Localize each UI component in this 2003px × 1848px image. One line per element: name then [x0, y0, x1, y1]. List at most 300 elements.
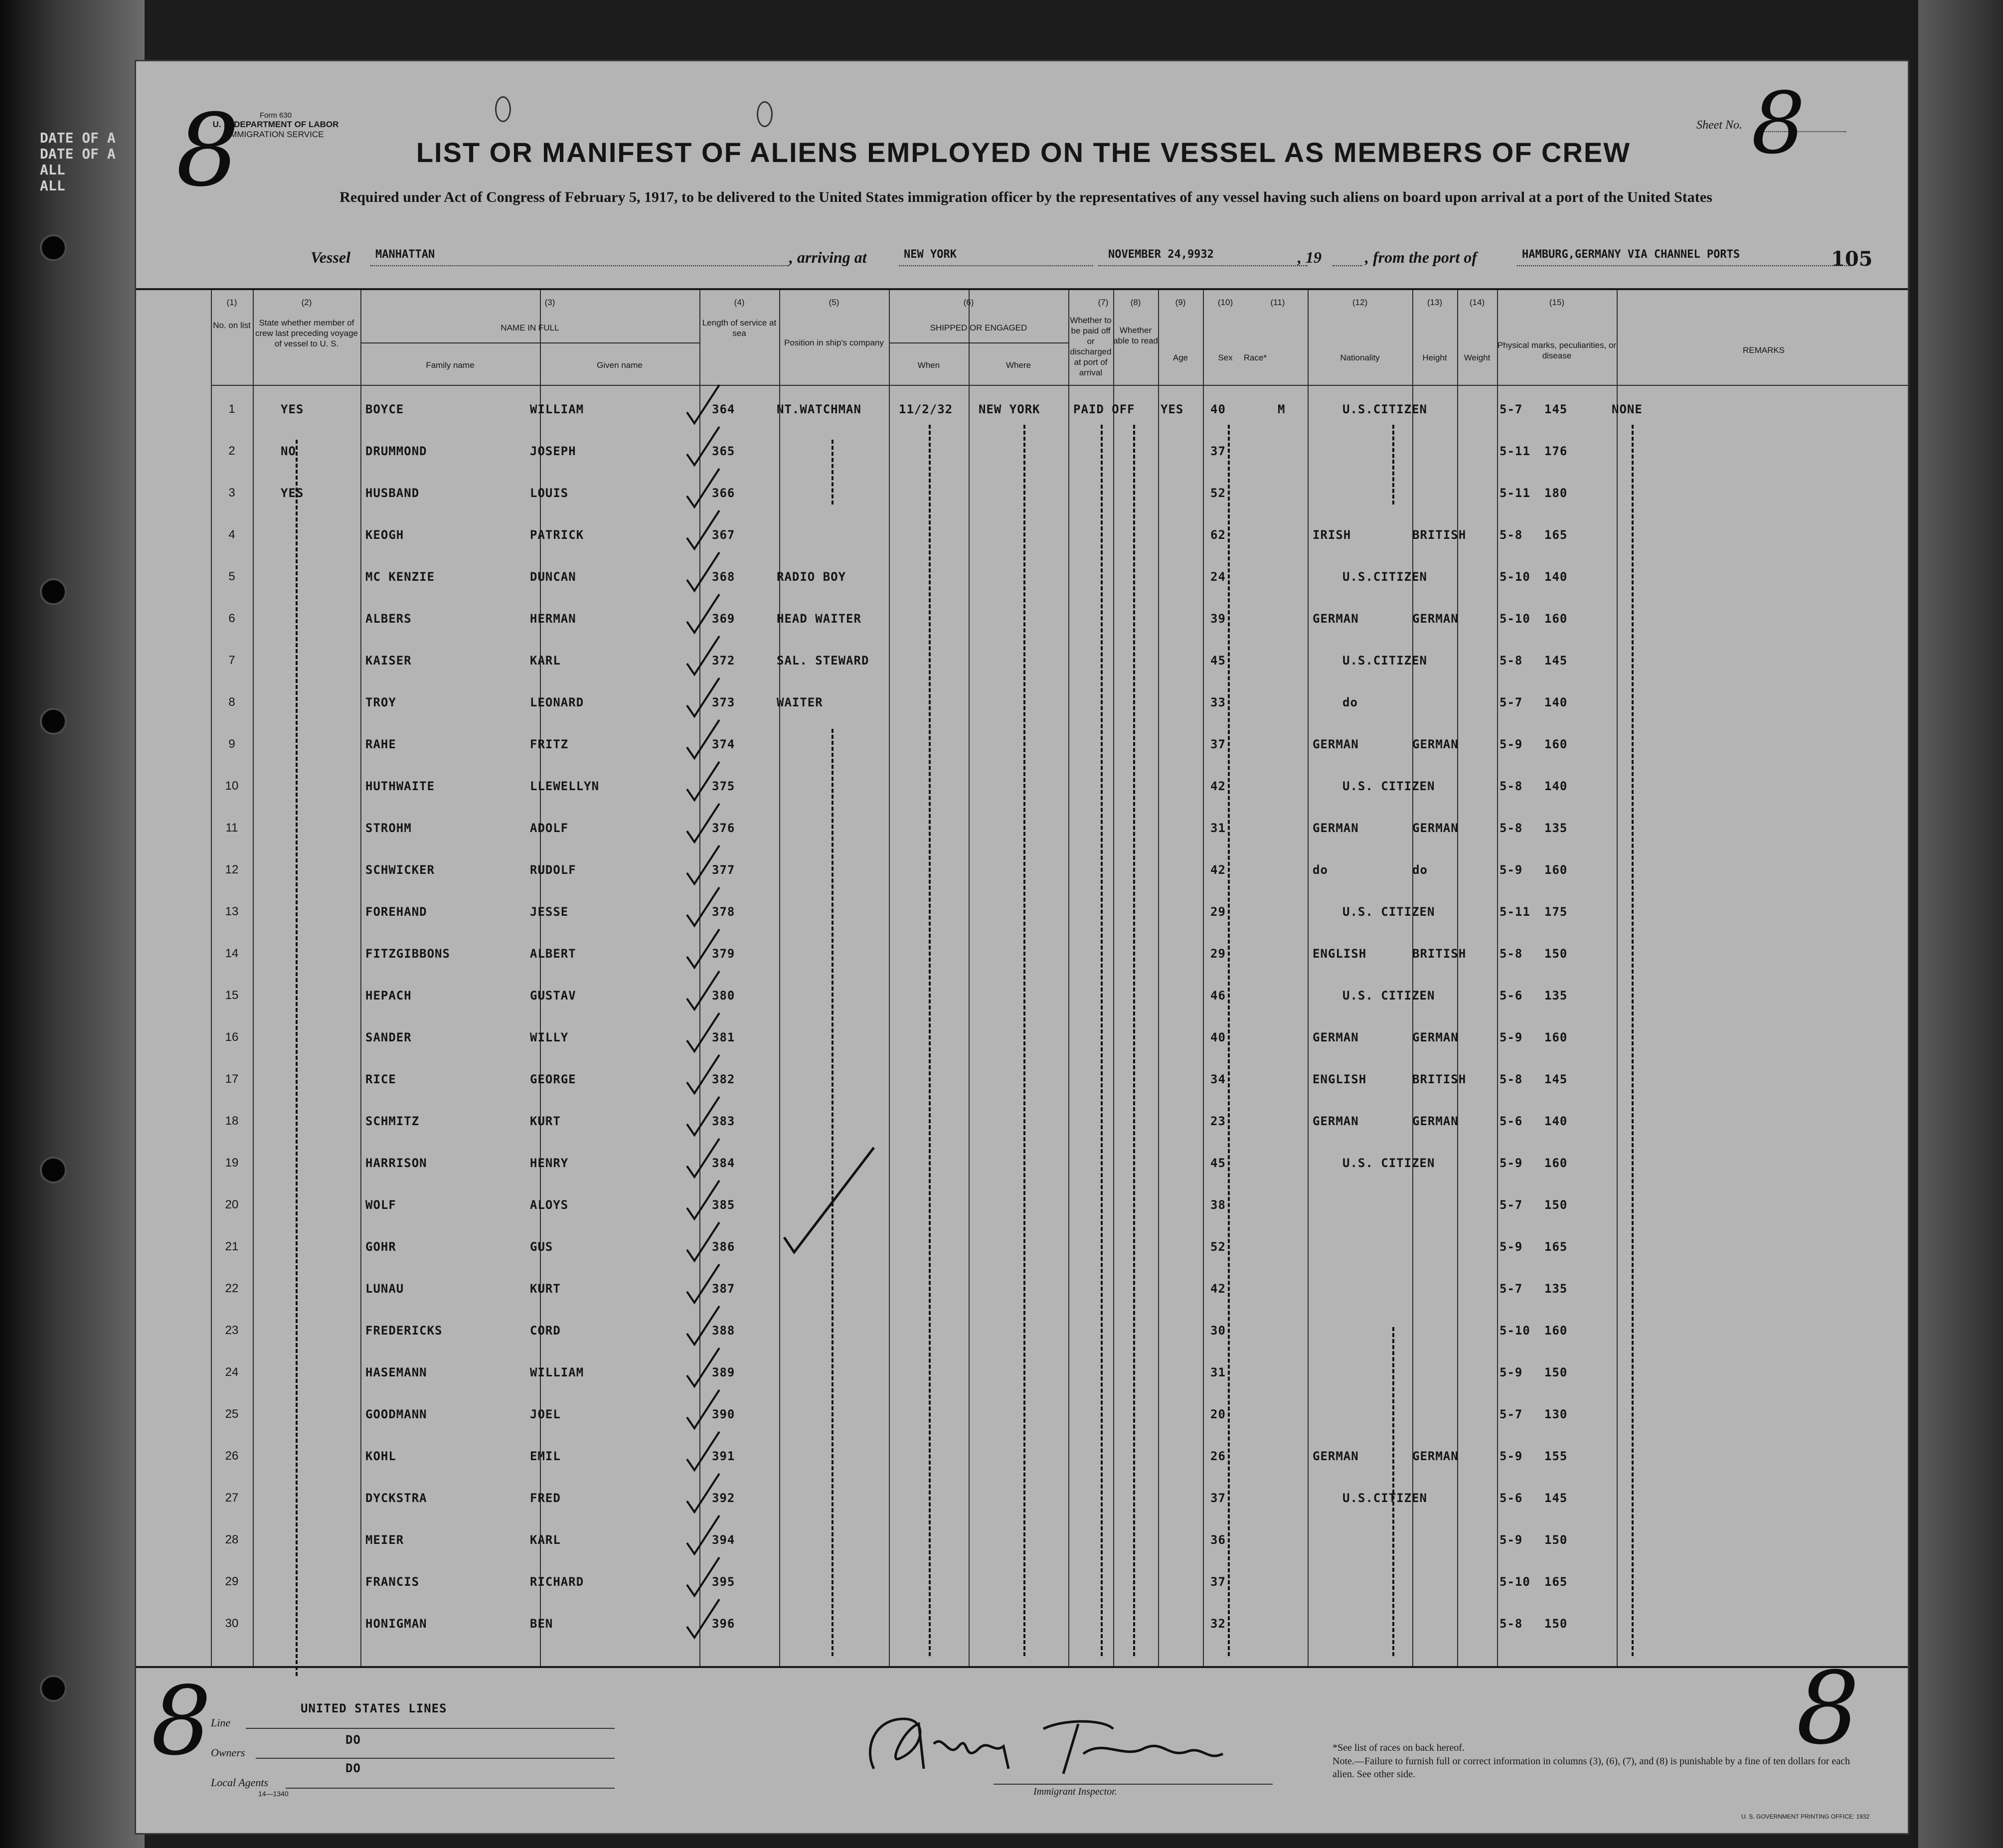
- column-header-given-name: Given name: [597, 360, 643, 370]
- check-mark: [687, 845, 719, 884]
- cell-family: MEIER: [365, 1533, 404, 1547]
- column-header-where: Where: [1005, 360, 1031, 370]
- line-label: Line: [211, 1716, 231, 1729]
- cell-weight: 145: [1544, 1491, 1568, 1505]
- cell-age: 37: [1210, 1575, 1226, 1589]
- cell-no: 8: [228, 695, 235, 709]
- arrival-date: NOVEMBER 24,9932: [1098, 248, 1308, 266]
- cell-no: 12: [225, 863, 239, 876]
- cell-weight: 160: [1544, 863, 1568, 877]
- cell-height: 5-8: [1500, 1617, 1523, 1631]
- cell-given: GEORGE: [530, 1072, 576, 1086]
- scan-left-margin: [0, 0, 145, 1848]
- cell-family: FOREHAND: [365, 905, 427, 919]
- cell-service: 375: [712, 779, 735, 793]
- cell-no: 24: [225, 1365, 239, 1379]
- cell-height: 5-9: [1500, 1533, 1523, 1547]
- cell-nationality: do: [1342, 695, 1358, 709]
- column-number: (14): [1469, 298, 1485, 307]
- cell-no: 2: [228, 444, 235, 458]
- cell-position: NT.WATCHMAN: [777, 402, 861, 416]
- handwritten-sheet-mark: 8: [176, 93, 240, 209]
- cell-no: 10: [225, 779, 239, 793]
- check-mark: [687, 1264, 719, 1303]
- vessel-name: MANHATTAN: [370, 248, 789, 266]
- cell-no: 3: [228, 486, 235, 500]
- cell-sex: M: [1278, 402, 1286, 416]
- column-header-height: Height: [1422, 353, 1447, 362]
- cell-no: 19: [225, 1156, 239, 1170]
- department-name: U. S. DEPARTMENT OF LABOR: [212, 120, 339, 130]
- cell-given: ALOYS: [530, 1198, 569, 1212]
- cell-height: 5-6: [1500, 989, 1523, 1003]
- cell-no: 4: [228, 528, 235, 541]
- cell-family: HEPACH: [365, 989, 412, 1003]
- cell-no: 29: [225, 1575, 239, 1588]
- cell-age: 23: [1210, 1114, 1226, 1128]
- cell-weight: 150: [1544, 1533, 1568, 1547]
- cell-height: 5-6: [1500, 1491, 1523, 1505]
- check-mark: [687, 1432, 719, 1470]
- from-port-label: , from the port of: [1365, 248, 1477, 266]
- cell-weight: 145: [1544, 1072, 1568, 1086]
- page-number: 105: [1831, 247, 1873, 271]
- cell-race: IRISH: [1313, 528, 1351, 542]
- column-header-physical-marks: Physical marks, peculiarities, or disease: [1497, 340, 1617, 360]
- cell-weight: 140: [1544, 779, 1568, 793]
- cell-nationality: U.S. CITIZEN: [1342, 905, 1435, 919]
- cell-position: SAL. STEWARD: [777, 654, 869, 668]
- cell-height: 5-10: [1500, 1575, 1530, 1589]
- cell-no: 15: [225, 989, 239, 1002]
- cell-position: WAITER: [777, 695, 823, 709]
- cell-weight: 160: [1544, 1156, 1568, 1170]
- column-header-name-in-full: NAME IN FULL: [501, 323, 559, 333]
- cell-nationality: GERMAN: [1412, 1449, 1459, 1463]
- cell-age: 42: [1210, 779, 1226, 793]
- cell-weight: 140: [1544, 1114, 1568, 1128]
- cell-crew: NO: [281, 444, 296, 458]
- service-name: IMMIGRATION SERVICE: [227, 129, 324, 139]
- cell-given: LLEWELLYN: [530, 779, 600, 793]
- column-number: (4): [734, 298, 745, 307]
- cell-family: HONIGMAN: [365, 1617, 427, 1631]
- cell-given: EMIL: [530, 1449, 561, 1463]
- check-mark: [687, 1013, 719, 1051]
- cell-race: ENGLISH: [1313, 947, 1367, 961]
- cell-no: 6: [228, 612, 235, 625]
- column-header-paid-off: Whether to be paid off or discharged at port of arrival: [1070, 316, 1112, 377]
- cell-nationality: GERMAN: [1412, 1030, 1459, 1044]
- cell-race: GERMAN: [1313, 737, 1359, 751]
- column-header-able-to-read: Whether able to read: [1113, 326, 1158, 345]
- inspector-line: [994, 1784, 1273, 1785]
- cell-position: HEAD WAITER: [777, 612, 861, 626]
- cell-no: 27: [225, 1491, 239, 1505]
- cell-no: 13: [225, 905, 239, 918]
- column-number: (9): [1175, 298, 1186, 307]
- cell-family: HUTHWAITE: [365, 779, 435, 793]
- cell-no: 16: [225, 1030, 239, 1044]
- cell-height: 5-11: [1500, 905, 1530, 919]
- column-header-position: Position in ship's company: [784, 338, 884, 347]
- column-number: (2): [301, 298, 312, 307]
- manifest-subtitle: Required under Act of Congress of February 5, 1917, to be delivered to the United States immigration officer by the representatives of any vessel having such aliens on board upon arrival at a port of the United States: [339, 189, 1712, 205]
- cell-height: 5-9: [1500, 737, 1523, 751]
- check-mark: [687, 552, 719, 591]
- manifest-title: LIST OR MANIFEST OF ALIENS EMPLOYED ON THE VESSEL AS MEMBERS OF CREW: [416, 137, 1631, 168]
- cell-family: FITZGIBBONS: [365, 947, 450, 961]
- cell-given: KARL: [530, 654, 561, 668]
- cell-age: 24: [1210, 570, 1226, 584]
- stub-text: DATE OF A: [40, 146, 116, 162]
- column-header-age: Age: [1172, 353, 1188, 362]
- cell-nationality: U.S.CITIZEN: [1342, 654, 1427, 668]
- column-header-nationality: Nationality: [1340, 353, 1380, 362]
- cell-family: DRUMMOND: [365, 444, 427, 458]
- cell-nationality: BRITISH: [1412, 528, 1467, 542]
- cell-weight: 155: [1544, 1449, 1568, 1463]
- cell-family: ALBERS: [365, 612, 412, 626]
- column-number: (12): [1352, 298, 1368, 307]
- year-blank: [1333, 248, 1362, 266]
- check-mark: [687, 971, 719, 1009]
- cell-given: GUSTAV: [530, 989, 576, 1003]
- cell-weight: 150: [1544, 1365, 1568, 1379]
- agents-value: DO: [345, 1761, 361, 1775]
- cell-family: GOHR: [365, 1240, 396, 1254]
- cell-age: 29: [1210, 905, 1226, 919]
- cell-given: JOEL: [530, 1407, 561, 1421]
- column-header-weight: Weight: [1464, 353, 1491, 362]
- cell-given: GUS: [530, 1240, 553, 1254]
- cell-weight: 150: [1544, 1617, 1568, 1631]
- column-header-no-on-list: No. on list: [213, 321, 251, 330]
- column-header-sex: Sex: [1218, 353, 1233, 362]
- cell-family: SCHWICKER: [365, 863, 435, 877]
- cell-service: 364: [712, 402, 735, 416]
- cell-age: 45: [1210, 654, 1226, 668]
- cell-height: 5-10: [1500, 1324, 1530, 1338]
- cell-crew: YES: [281, 486, 304, 500]
- cell-race: GERMAN: [1313, 612, 1359, 626]
- cell-age: 37: [1210, 1491, 1226, 1505]
- cell-no: 22: [225, 1282, 239, 1295]
- punch-mark: [757, 101, 773, 127]
- binder-hole: [40, 234, 67, 261]
- check-mark: [687, 1097, 719, 1135]
- cell-height: 5-9: [1500, 1156, 1523, 1170]
- cell-given: FRITZ: [530, 737, 569, 751]
- check-marks: [136, 290, 1909, 1666]
- cell-weight: 130: [1544, 1407, 1568, 1421]
- cell-no: 17: [225, 1072, 239, 1086]
- cell-height: 5-10: [1500, 612, 1530, 626]
- cell-service: 395: [712, 1575, 735, 1589]
- cell-weight: 135: [1544, 989, 1568, 1003]
- cell-height: 5-7: [1500, 1282, 1523, 1296]
- cell-height: 5-9: [1500, 1449, 1523, 1463]
- stub-text: ALL: [40, 162, 65, 178]
- cell-height: 5-6: [1500, 1114, 1523, 1128]
- column-number: (6): [963, 298, 974, 307]
- cell-height: 5-10: [1500, 570, 1530, 584]
- cell-age: 39: [1210, 612, 1226, 626]
- cell-where: NEW YORK: [979, 402, 1040, 416]
- scan-right-margin: [1918, 0, 2003, 1848]
- cell-nationality: GERMAN: [1412, 821, 1459, 835]
- cell-family: SCHMITZ: [365, 1114, 420, 1128]
- cell-no: 28: [225, 1533, 239, 1546]
- cell-family: DYCKSTRA: [365, 1491, 427, 1505]
- check-mark: [687, 385, 719, 423]
- arriving-label: , arriving at: [789, 248, 867, 266]
- agents-label: Local Agents: [211, 1776, 269, 1789]
- cell-family: SANDER: [365, 1030, 412, 1044]
- cell-service: 385: [712, 1198, 735, 1212]
- column-header-shipped-or-engaged: SHIPPED OR ENGAGED: [930, 323, 1027, 333]
- handwritten-sheet-number: 8: [1751, 74, 1806, 173]
- cell-family: LUNAU: [365, 1282, 404, 1296]
- cell-position: RADIO BOY: [777, 570, 846, 584]
- crew-manifest-table: [136, 288, 1909, 1668]
- penalty-note: Note.—Failure to furnish full or correct information in columns (3), (6), (7), and (8) is punishable by a fine of ten dollars for each alien. See other side.: [1333, 1756, 1850, 1780]
- cell-no: 26: [225, 1449, 239, 1463]
- check-mark: [687, 469, 719, 507]
- cell-family: KEOGH: [365, 528, 404, 542]
- cell-given: FRED: [530, 1491, 561, 1505]
- cell-given: DUNCAN: [530, 570, 576, 584]
- cell-age: 45: [1210, 1156, 1226, 1170]
- cell-height: 5-8: [1500, 947, 1523, 961]
- check-mark: [687, 1180, 719, 1219]
- cell-service: 387: [712, 1282, 735, 1296]
- cell-weight: 145: [1544, 402, 1568, 416]
- cell-age: 29: [1210, 947, 1226, 961]
- cell-no: 18: [225, 1114, 239, 1128]
- cell-age: 30: [1210, 1324, 1226, 1338]
- cell-age: 62: [1210, 528, 1226, 542]
- cell-service: 391: [712, 1449, 735, 1463]
- manifest-footer: [136, 1651, 1909, 1835]
- cell-given: JESSE: [530, 905, 569, 919]
- owners-label: Owners: [211, 1746, 245, 1759]
- cell-age: 31: [1210, 821, 1226, 835]
- cell-nationality: GERMAN: [1412, 737, 1459, 751]
- cell-race: GERMAN: [1313, 1449, 1359, 1463]
- cell-age: 46: [1210, 989, 1226, 1003]
- cell-no: 11: [225, 821, 238, 835]
- check-mark: [687, 762, 719, 800]
- check-mark: [687, 1222, 719, 1261]
- cell-age: 20: [1210, 1407, 1226, 1421]
- cell-weight: 150: [1544, 1198, 1568, 1212]
- cell-crew: YES: [281, 402, 304, 416]
- cell-family: RICE: [365, 1072, 396, 1086]
- cell-family: WOLF: [365, 1198, 396, 1212]
- column-number: (11): [1270, 298, 1285, 307]
- cell-family: FRANCIS: [365, 1575, 420, 1589]
- cell-nationality: BRITISH: [1412, 947, 1467, 961]
- races-note: *See list of races on back hereof.: [1333, 1742, 1465, 1753]
- line-value: UNITED STATES LINES: [301, 1701, 447, 1715]
- manifest-sheet: [135, 60, 1909, 1835]
- column-header-remarks: REMARKS: [1742, 345, 1785, 355]
- cell-weight: 175: [1544, 905, 1568, 919]
- cell-given: KURT: [530, 1282, 561, 1296]
- cell-service: 366: [712, 486, 735, 500]
- handwritten-footer-number: 8: [1796, 1651, 1860, 1767]
- check-mark: [687, 427, 719, 465]
- printing-office: U. S. GOVERNMENT PRINTING OFFICE: 1932: [1741, 1813, 1870, 1820]
- binder-hole: [40, 1675, 67, 1702]
- cell-age: 36: [1210, 1533, 1226, 1547]
- cell-weight: 165: [1544, 528, 1568, 542]
- agents-underline: [286, 1788, 615, 1789]
- cell-service: 379: [712, 947, 735, 961]
- cell-weight: 180: [1544, 486, 1568, 500]
- cell-height: 5-9: [1500, 863, 1523, 877]
- cell-age: 37: [1210, 444, 1226, 458]
- cell-age: 37: [1210, 737, 1226, 751]
- cell-given: LEONARD: [530, 695, 584, 709]
- check-mark: [687, 1474, 719, 1512]
- cell-family: HUSBAND: [365, 486, 420, 500]
- check-mark: [687, 1599, 719, 1638]
- cell-no: 23: [225, 1324, 239, 1337]
- cell-service: 369: [712, 612, 735, 626]
- stub-text: DATE OF A: [40, 130, 116, 146]
- vessel-label: Vessel: [311, 248, 350, 266]
- cell-service: 376: [712, 821, 735, 835]
- owners-underline: [256, 1758, 615, 1759]
- cell-marks: NONE: [1612, 402, 1643, 416]
- cell-read: YES: [1161, 402, 1184, 416]
- cell-family: FREDERICKS: [365, 1324, 443, 1338]
- cell-age: 40: [1210, 1030, 1226, 1044]
- column-header-when: When: [917, 360, 940, 370]
- cell-service: 380: [712, 989, 735, 1003]
- cell-given: KARL: [530, 1533, 561, 1547]
- cell-service: 372: [712, 654, 735, 668]
- cell-no: 20: [225, 1198, 239, 1211]
- cell-given: KURT: [530, 1114, 561, 1128]
- cell-given: ALBERT: [530, 947, 576, 961]
- cell-nationality: U.S. CITIZEN: [1342, 779, 1435, 793]
- cell-given: CORD: [530, 1324, 561, 1338]
- year-prefix: , 19: [1298, 248, 1322, 266]
- cell-given: PATRICK: [530, 528, 584, 542]
- cell-service: 367: [712, 528, 735, 542]
- cell-weight: 160: [1544, 1324, 1568, 1338]
- check-mark: [687, 1515, 719, 1554]
- cell-height: 5-8: [1500, 821, 1523, 835]
- cell-nationality: GERMAN: [1412, 1114, 1459, 1128]
- cell-service: 390: [712, 1407, 735, 1421]
- cell-paid: PAID OFF: [1073, 402, 1135, 416]
- cell-family: HARRISON: [365, 1156, 427, 1170]
- cell-height: 5-8: [1500, 779, 1523, 793]
- cell-family: KOHL: [365, 1449, 396, 1463]
- cell-height: 5-9: [1500, 1365, 1523, 1379]
- cell-race: GERMAN: [1313, 821, 1359, 835]
- cell-given: JOSEPH: [530, 444, 576, 458]
- cell-height: 5-9: [1500, 1030, 1523, 1044]
- column-header-family-name: Family name: [426, 360, 475, 370]
- check-mark: [687, 636, 719, 674]
- cell-service: 386: [712, 1240, 735, 1254]
- cell-given: RICHARD: [530, 1575, 584, 1589]
- cell-race: GERMAN: [1313, 1030, 1359, 1044]
- form-number: Form 630: [259, 111, 292, 120]
- cell-family: BOYCE: [365, 402, 404, 416]
- cell-weight: 135: [1544, 821, 1568, 835]
- cell-weight: 145: [1544, 654, 1568, 668]
- cell-given: ADOLF: [530, 821, 569, 835]
- cell-given: WILLIAM: [530, 402, 584, 416]
- cell-weight: 165: [1544, 1575, 1568, 1589]
- cell-weight: 150: [1544, 947, 1568, 961]
- binder-hole: [40, 708, 67, 735]
- cell-age: 33: [1210, 695, 1226, 709]
- cell-height: 5-9: [1500, 1240, 1523, 1254]
- cell-age: 52: [1210, 1240, 1226, 1254]
- check-mark: [784, 1148, 874, 1252]
- cell-service: 383: [712, 1114, 735, 1128]
- binder-hole: [40, 578, 67, 605]
- column-number: (8): [1130, 298, 1141, 307]
- cell-family: MC KENZIE: [365, 570, 435, 584]
- cell-no: 25: [225, 1407, 239, 1421]
- cell-age: 34: [1210, 1072, 1226, 1086]
- cell-age: 52: [1210, 486, 1226, 500]
- cell-height: 5-8: [1500, 1072, 1523, 1086]
- cell-weight: 160: [1544, 1030, 1568, 1044]
- column-number: (10): [1217, 298, 1233, 307]
- cell-family: HASEMANN: [365, 1365, 427, 1379]
- cell-no: 7: [228, 654, 235, 667]
- cell-nationality: U.S. CITIZEN: [1342, 1156, 1435, 1170]
- cell-nationality: U.S.CITIZEN: [1342, 1491, 1427, 1505]
- cell-service: 365: [712, 444, 735, 458]
- check-mark: [687, 1390, 719, 1428]
- arriving-port: NEW YORK: [899, 248, 1093, 266]
- cell-given: WILLY: [530, 1030, 569, 1044]
- cell-nationality: do: [1412, 863, 1428, 877]
- column-number: (7): [1098, 298, 1109, 307]
- cell-service: 377: [712, 863, 735, 877]
- column-header-length-of-service: Length of service at sea: [702, 318, 777, 338]
- cell-weight: 140: [1544, 695, 1568, 709]
- cell-service: 368: [712, 570, 735, 584]
- column-number: (3): [544, 298, 555, 307]
- cell-service: 396: [712, 1617, 735, 1631]
- cell-given: BEN: [530, 1617, 553, 1631]
- cell-service: 381: [712, 1030, 735, 1044]
- line-underline: [246, 1728, 615, 1729]
- cell-service: 394: [712, 1533, 735, 1547]
- cell-age: 42: [1210, 1282, 1226, 1296]
- check-mark: [687, 1348, 719, 1386]
- cell-family: TROY: [365, 695, 396, 709]
- cell-race: do: [1313, 863, 1328, 877]
- cell-race: ENGLISH: [1313, 1072, 1367, 1086]
- cell-given: WILLIAM: [530, 1365, 584, 1379]
- cell-service: 389: [712, 1365, 735, 1379]
- check-mark: [687, 1557, 719, 1596]
- column-header-member-of-crew: State whether member of crew last preceding voyage of vessel to U. S.: [255, 318, 358, 348]
- cell-weight: 160: [1544, 612, 1568, 626]
